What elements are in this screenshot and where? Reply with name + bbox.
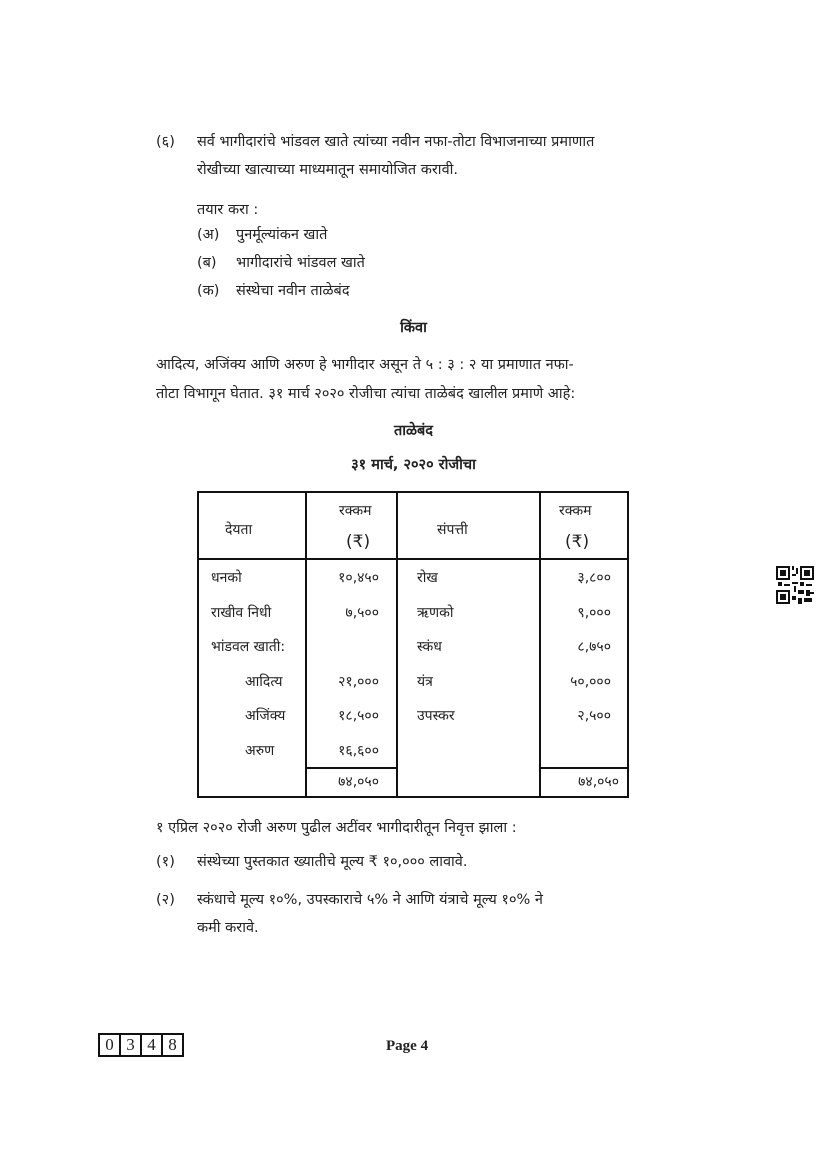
liability-name: राखीव निधी (211, 605, 272, 621)
page-number: Page 4 (386, 1038, 429, 1054)
retirement-text: १ एप्रिल २०२० रोजी अरुण पुढील अटींवर भागीदारीतून निवृत्त झाला : (156, 820, 517, 836)
qr-code-icon (776, 566, 814, 604)
asset-amount: ९,००० (577, 605, 611, 621)
intro-line-1: आदित्य, अजिंक्य आणि अरुण हे भागीदार असून ते ५ : ३ : २ या प्रमाणात नफा- (156, 357, 574, 373)
header-currency-liabilities: (₹) (346, 532, 371, 552)
prepare-item-c-label: (क) (197, 283, 220, 299)
or-divider-text: किंवा (400, 320, 427, 336)
total-line-assets (539, 767, 627, 769)
liability-amount: १८,५०० (338, 708, 379, 724)
total-liabilities: ७४,०५० (338, 774, 379, 790)
asset-name: स्कंध (417, 639, 442, 655)
paper-code-digit: 8 (161, 1033, 184, 1057)
asset-amount: ८,७५० (577, 639, 611, 655)
liability-amount: २१,००० (338, 674, 379, 690)
header-liabilities: देयता (225, 522, 253, 538)
balance-sheet-title: ताळेबंद (393, 423, 434, 439)
header-amount-assets: रक्कम (559, 503, 592, 519)
liability-amount: १६,६०० (338, 743, 379, 759)
header-assets: संपत्ती (437, 522, 468, 538)
paper-code-digit: 0 (98, 1033, 121, 1057)
condition-1-number: (१) (156, 854, 175, 870)
balance-sheet-subtitle: ३१ मार्च, २०२० रोजीचा (351, 457, 476, 473)
prepare-heading: तयार करा : (197, 202, 259, 218)
condition-2-line-2: कमी करावे. (197, 920, 259, 936)
paper-code-digit: 4 (140, 1033, 163, 1057)
asset-name: यंत्र (417, 674, 433, 690)
column-divider (396, 493, 398, 796)
prepare-item-b-label: (ब) (197, 255, 217, 271)
prepare-item-c-text: संस्थेचा नवीन ताळेबंद (236, 283, 350, 299)
asset-name: उपस्कर (417, 708, 455, 724)
asset-amount: ३,८०० (577, 570, 611, 586)
header-amount-liabilities: रक्कम (339, 503, 372, 519)
liability-amount: ७,५०० (345, 605, 379, 621)
total-assets: ७४,०५० (578, 774, 619, 790)
paper-code-digit: 3 (119, 1033, 142, 1057)
prepare-item-a-label: (अ) (197, 227, 220, 243)
header-currency-assets: (₹) (565, 532, 590, 552)
total-line-liabilities (305, 767, 398, 769)
header-divider (199, 558, 627, 560)
liability-name: धनको (211, 570, 242, 586)
item-6-line-2: रोखीच्या खात्याच्या माध्यमातून समायोजित करावी. (197, 162, 458, 178)
liability-name: अरुण (245, 743, 275, 759)
liability-name: आदित्य (245, 674, 283, 690)
asset-amount: २,५०० (577, 708, 611, 724)
asset-name: रोख (417, 570, 438, 586)
liability-name: भांडवल खाती: (211, 639, 286, 655)
item-6-line-1: सर्व भागीदारांचे भांडवल खाते त्यांच्या नवीन नफा-तोटा विभाजनाच्या प्रमाणात (197, 134, 595, 150)
balance-sheet-table (197, 491, 629, 798)
asset-name: ऋणको (417, 605, 454, 621)
condition-1-text: संस्थेच्या पुस्तकात ख्यातीचे मूल्य ₹ १०,००० लावावे. (197, 854, 468, 870)
prepare-item-a-text: पुनर्मूल्यांकन खाते (236, 227, 328, 243)
intro-line-2: तोटा विभागून घेतात. ३१ मार्च २०२० रोजीचा त्यांचा ताळेबंद खालील प्रमाणे आहे: (156, 386, 576, 402)
item-6-number: (६) (156, 134, 175, 150)
prepare-item-b-text: भागीदारांचे भांडवल खाते (236, 255, 365, 271)
condition-2-number: (२) (156, 892, 175, 908)
liability-amount: १०,४५० (338, 570, 379, 586)
liability-name: अजिंक्य (245, 708, 286, 724)
asset-amount: ५०,००० (570, 674, 611, 690)
condition-2-line-1: स्कंधाचे मूल्य १०%, उपस्काराचे ५% ने आणि यंत्राचे मूल्य १०% ने (197, 892, 543, 908)
